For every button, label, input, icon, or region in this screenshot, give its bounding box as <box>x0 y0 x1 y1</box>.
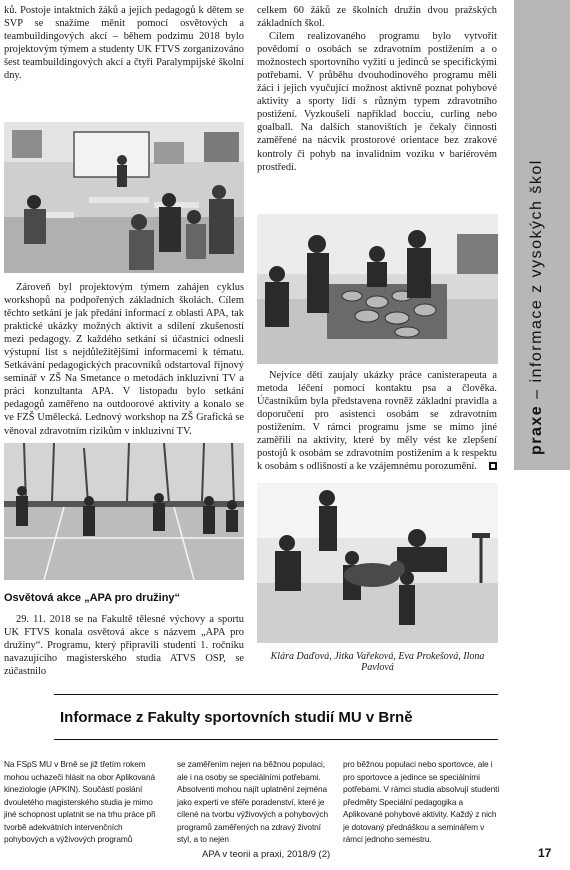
section-sidebar <box>514 0 570 470</box>
mu-column-1: Na FSpS MU v Brně se již třetím rokem mohou uchazeči hlásit na obor Aplikovaná kineziologie (APKIN). Součástí poslání dvouletého magisterského studia je mimo jiné schopnost uplatnit se na trhu práce při tvorbě adekvátních intervenčních pohybových a výživových programů <box>4 759 156 844</box>
sidebar-label-rest: – informace z vysokých škol <box>528 159 545 405</box>
page-number: 17 <box>538 846 552 860</box>
outdoor-activity-photo <box>4 443 244 580</box>
article-heading: Informace z Fakulty sportovních studií MU v Brně <box>60 709 413 726</box>
right-column-middle <box>257 369 497 473</box>
left-column-middle <box>4 281 244 438</box>
sidebar-label-bold: praxe <box>528 404 545 455</box>
mu-column-3: pro běžnou populaci nebo sportovce, ale i pro sportovce a jedince se speciálními potřebami. V rámci studia absolvují studenti předměty Speciální pedagogika a Aplikované pohybové aktivity. Každý z nich je dotovaný přednáškou a seminářem v rámci jednoho semestru. <box>343 759 500 844</box>
paragraph: celkem 60 žáků ze školních družin dvou pražských základních škol. <box>257 5 497 30</box>
section-heading: Osvětová akce „APA pro družiny“ <box>4 592 181 604</box>
sidebar-label <box>528 159 546 455</box>
children-game-table-photo <box>257 214 498 364</box>
paragraph: 29. 11. 2018 se na Fakultě tělesné výchovy a sportu UK FTVS konala osvětová akce s názvem „APA pro družiny“. Programu, který připravili studenti 1. ročníku navazujícího magisterského studia ATVS OSP, se zúčastnilo <box>4 614 244 678</box>
canistherapy-photo <box>257 483 498 643</box>
paragraph <box>257 369 497 473</box>
right-column-top <box>257 4 497 174</box>
paragraph: Cílem realizovaného programu bylo vytvořit povědomí o osobách se zdravotním postižením a o možnostech sportovního vyžití u jedinců se specifickými potřebami. V průběhu dvouhodinového programu měli žáci i jejich vyučující možnost aktivně poznat pohybové aktivity a sporty lidí s různým typem zdravotního postižení. Vyzkoušeli například bocciu, curling nebo goalball. Na dalších stanovištích je čekaly činnosti zaměřené na nácvik prostorové orientace bez zrakové kontroly či pohyb na invalidním vozíku v bariérovém prostředí. <box>257 31 497 173</box>
paragraph: Zároveň byl projektovým týmem zahájen cyklus workshopů na podpořených základních školách. Cílem těchto setkání je jak předání informací z oblasti APA, tak praktické ukázky možných aktivit a sdílení zkušeností mezi pedagogy. Z každého setkání si účastníci odnesli výstupní list s nejdůležitějšími informacemi k tématu. Setkávání pedagogických pracovníků odstartoval říjnový seminář v ZŠ Na Smetance o metodách inkluzivní TV a práci konzultanta APA. V listopadu bylo setkání pedagogů zaměřeno na outdoorové aktivity a konalo se ve FZŠ Umělecká. Lednový workshop na ZŠ Grafická se věnoval zdravotním rizikům v inkluzivní TV. <box>4 282 244 437</box>
mu-column-2: se zaměřením nejen na běžnou populaci, ale i na osoby se speciálními potřebami. Absolventi mohou najít uplatnění zejména jako experti ve sféře poradenství, které je cílené na tvorbu výživových a pohybových programů zaměřených na zdravý životní styl, a to nejen <box>177 759 328 844</box>
article-authors: Klára Daďová, Jitka Vařeková, Eva Prokešová, Ilona Pavlová <box>270 651 485 673</box>
divider <box>54 739 498 740</box>
classroom-photo <box>4 122 244 273</box>
end-of-article-icon <box>489 462 497 470</box>
divider <box>54 694 498 695</box>
left-column-top <box>4 4 244 82</box>
paragraph: ků. Postoje intaktních žáků a jejich pedagogů k dětem se SVP se snažíme měnit pomocí osvětových a teambuildingových akcí – během podzimu 2018 bylo projektovým týmem a studenty UK FTVS zorganizováno šest teambuildingových akcí a čtyři Paralympijské školní dny. <box>4 5 244 82</box>
paragraph-text: Nejvíce dětí zaujaly ukázky práce canisterapeuta a metoda léčení pomocí kontaktu psa a člověka. Účastníkům byla představena rovněž základní pravidla a doporučení pro asistenci osobám se zdravotním postižením. V rámci programu jsme se mimo jiné zaměřili na aktivity, které by měly vést ke zlepšení postojů k osobám se zdravotním postižením a k respektu k osobám s odlišností a ke vzájemnému porozumění. <box>257 370 497 473</box>
journal-footer: APA v teorii a praxi, 2018/9 (2) <box>202 849 331 860</box>
left-column-bottom <box>4 613 244 678</box>
